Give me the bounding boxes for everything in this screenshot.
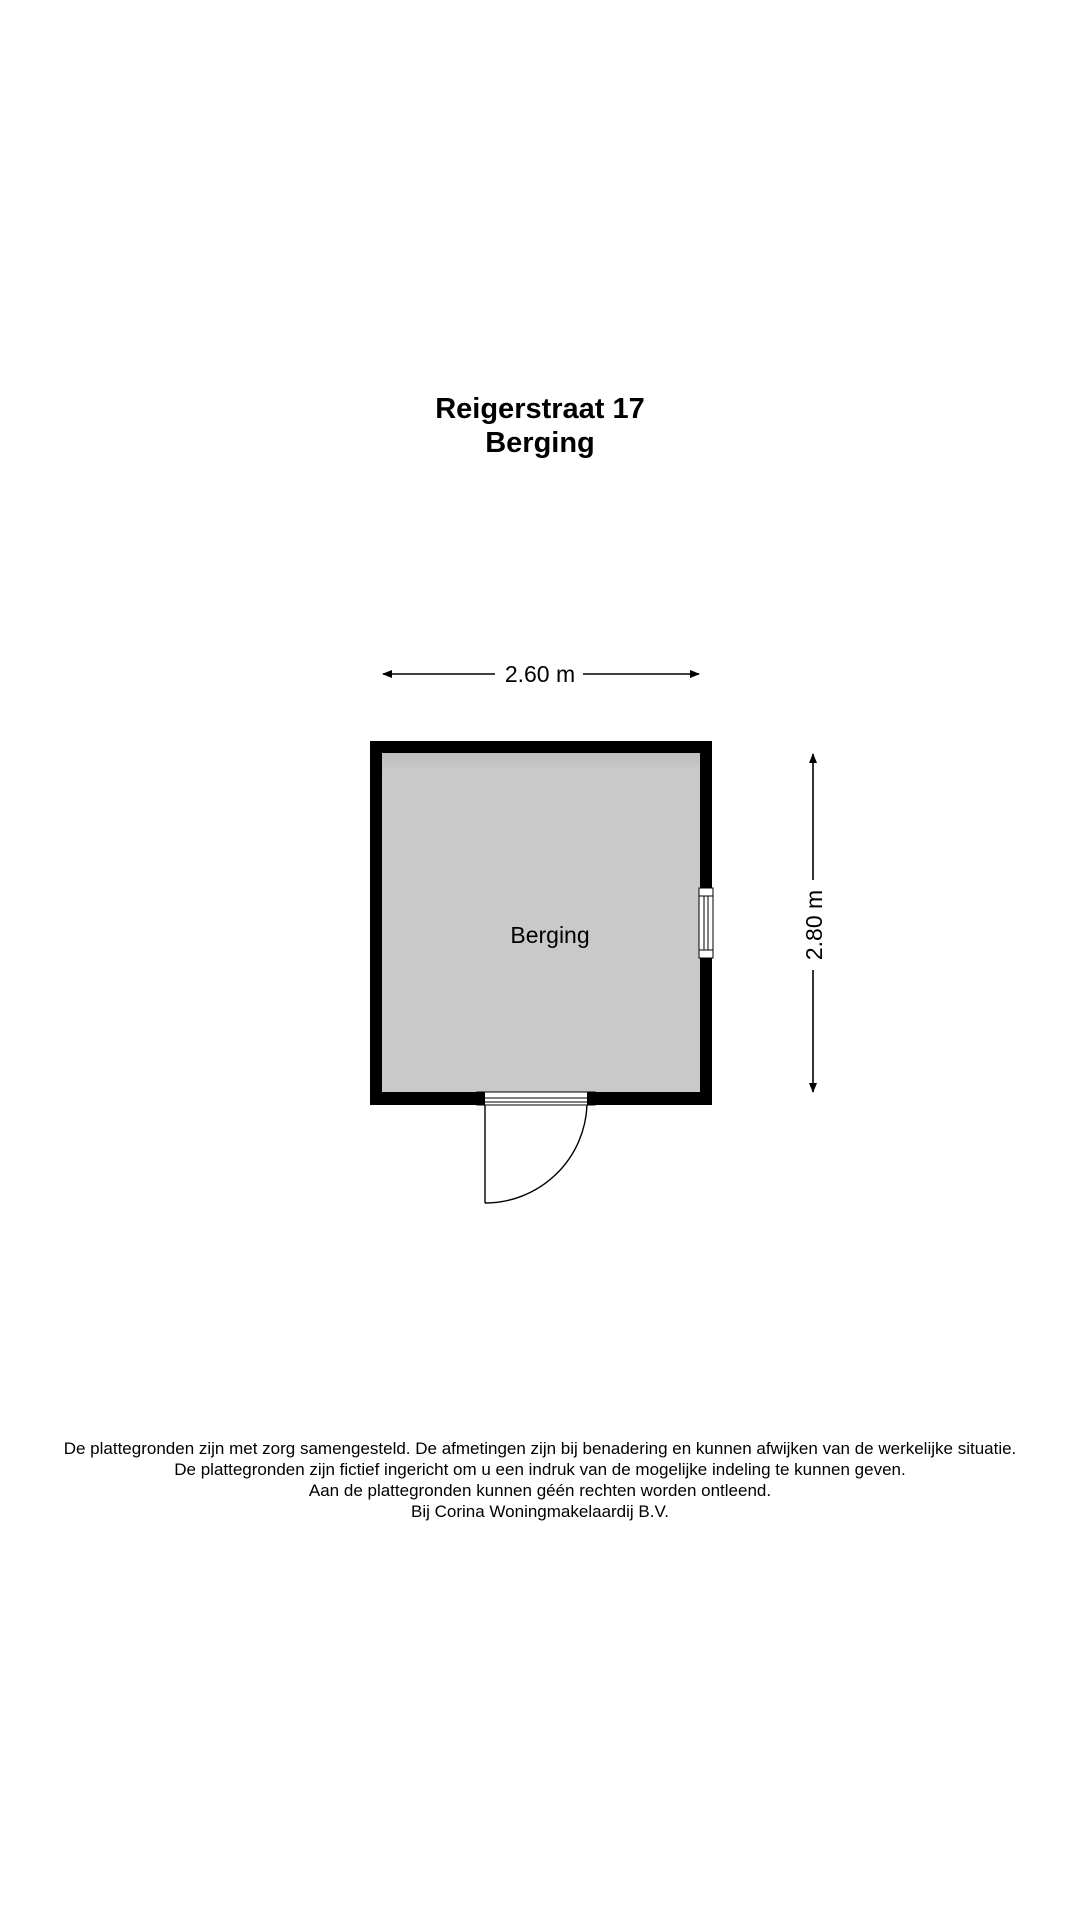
height-dimension-label: 2.80 m: [801, 889, 827, 961]
disclaimer-line-3: Aan de plattegronden kunnen géén rechten worden ontleend.: [308, 1481, 772, 1500]
disclaimer-line-4: Bij Corina Woningmakelaardij B.V.: [411, 1502, 669, 1521]
disclaimer-line-2: De plattegronden zijn fictief ingericht om u een indruk van de mogelijke indeling te kunnen geven.: [174, 1460, 906, 1479]
room-label: Berging: [510, 922, 590, 948]
width-dimension-label: 2.60 m: [504, 661, 576, 687]
door-swing-arc: [485, 1105, 587, 1203]
width-dimension: [383, 661, 699, 687]
window: [699, 888, 713, 958]
disclaimer-line-1: De plattegronden zijn met zorg samengesteld. De afmetingen zijn bij benadering en kunnen afwijken van de werkelijke situatie.: [63, 1439, 1017, 1458]
door: [477, 1092, 595, 1203]
plan-title-address: Reigerstraat 17: [435, 393, 645, 425]
plan-title-floor: Berging: [485, 427, 595, 459]
room-berging: [370, 741, 712, 1105]
height-dimension: [801, 754, 827, 1092]
